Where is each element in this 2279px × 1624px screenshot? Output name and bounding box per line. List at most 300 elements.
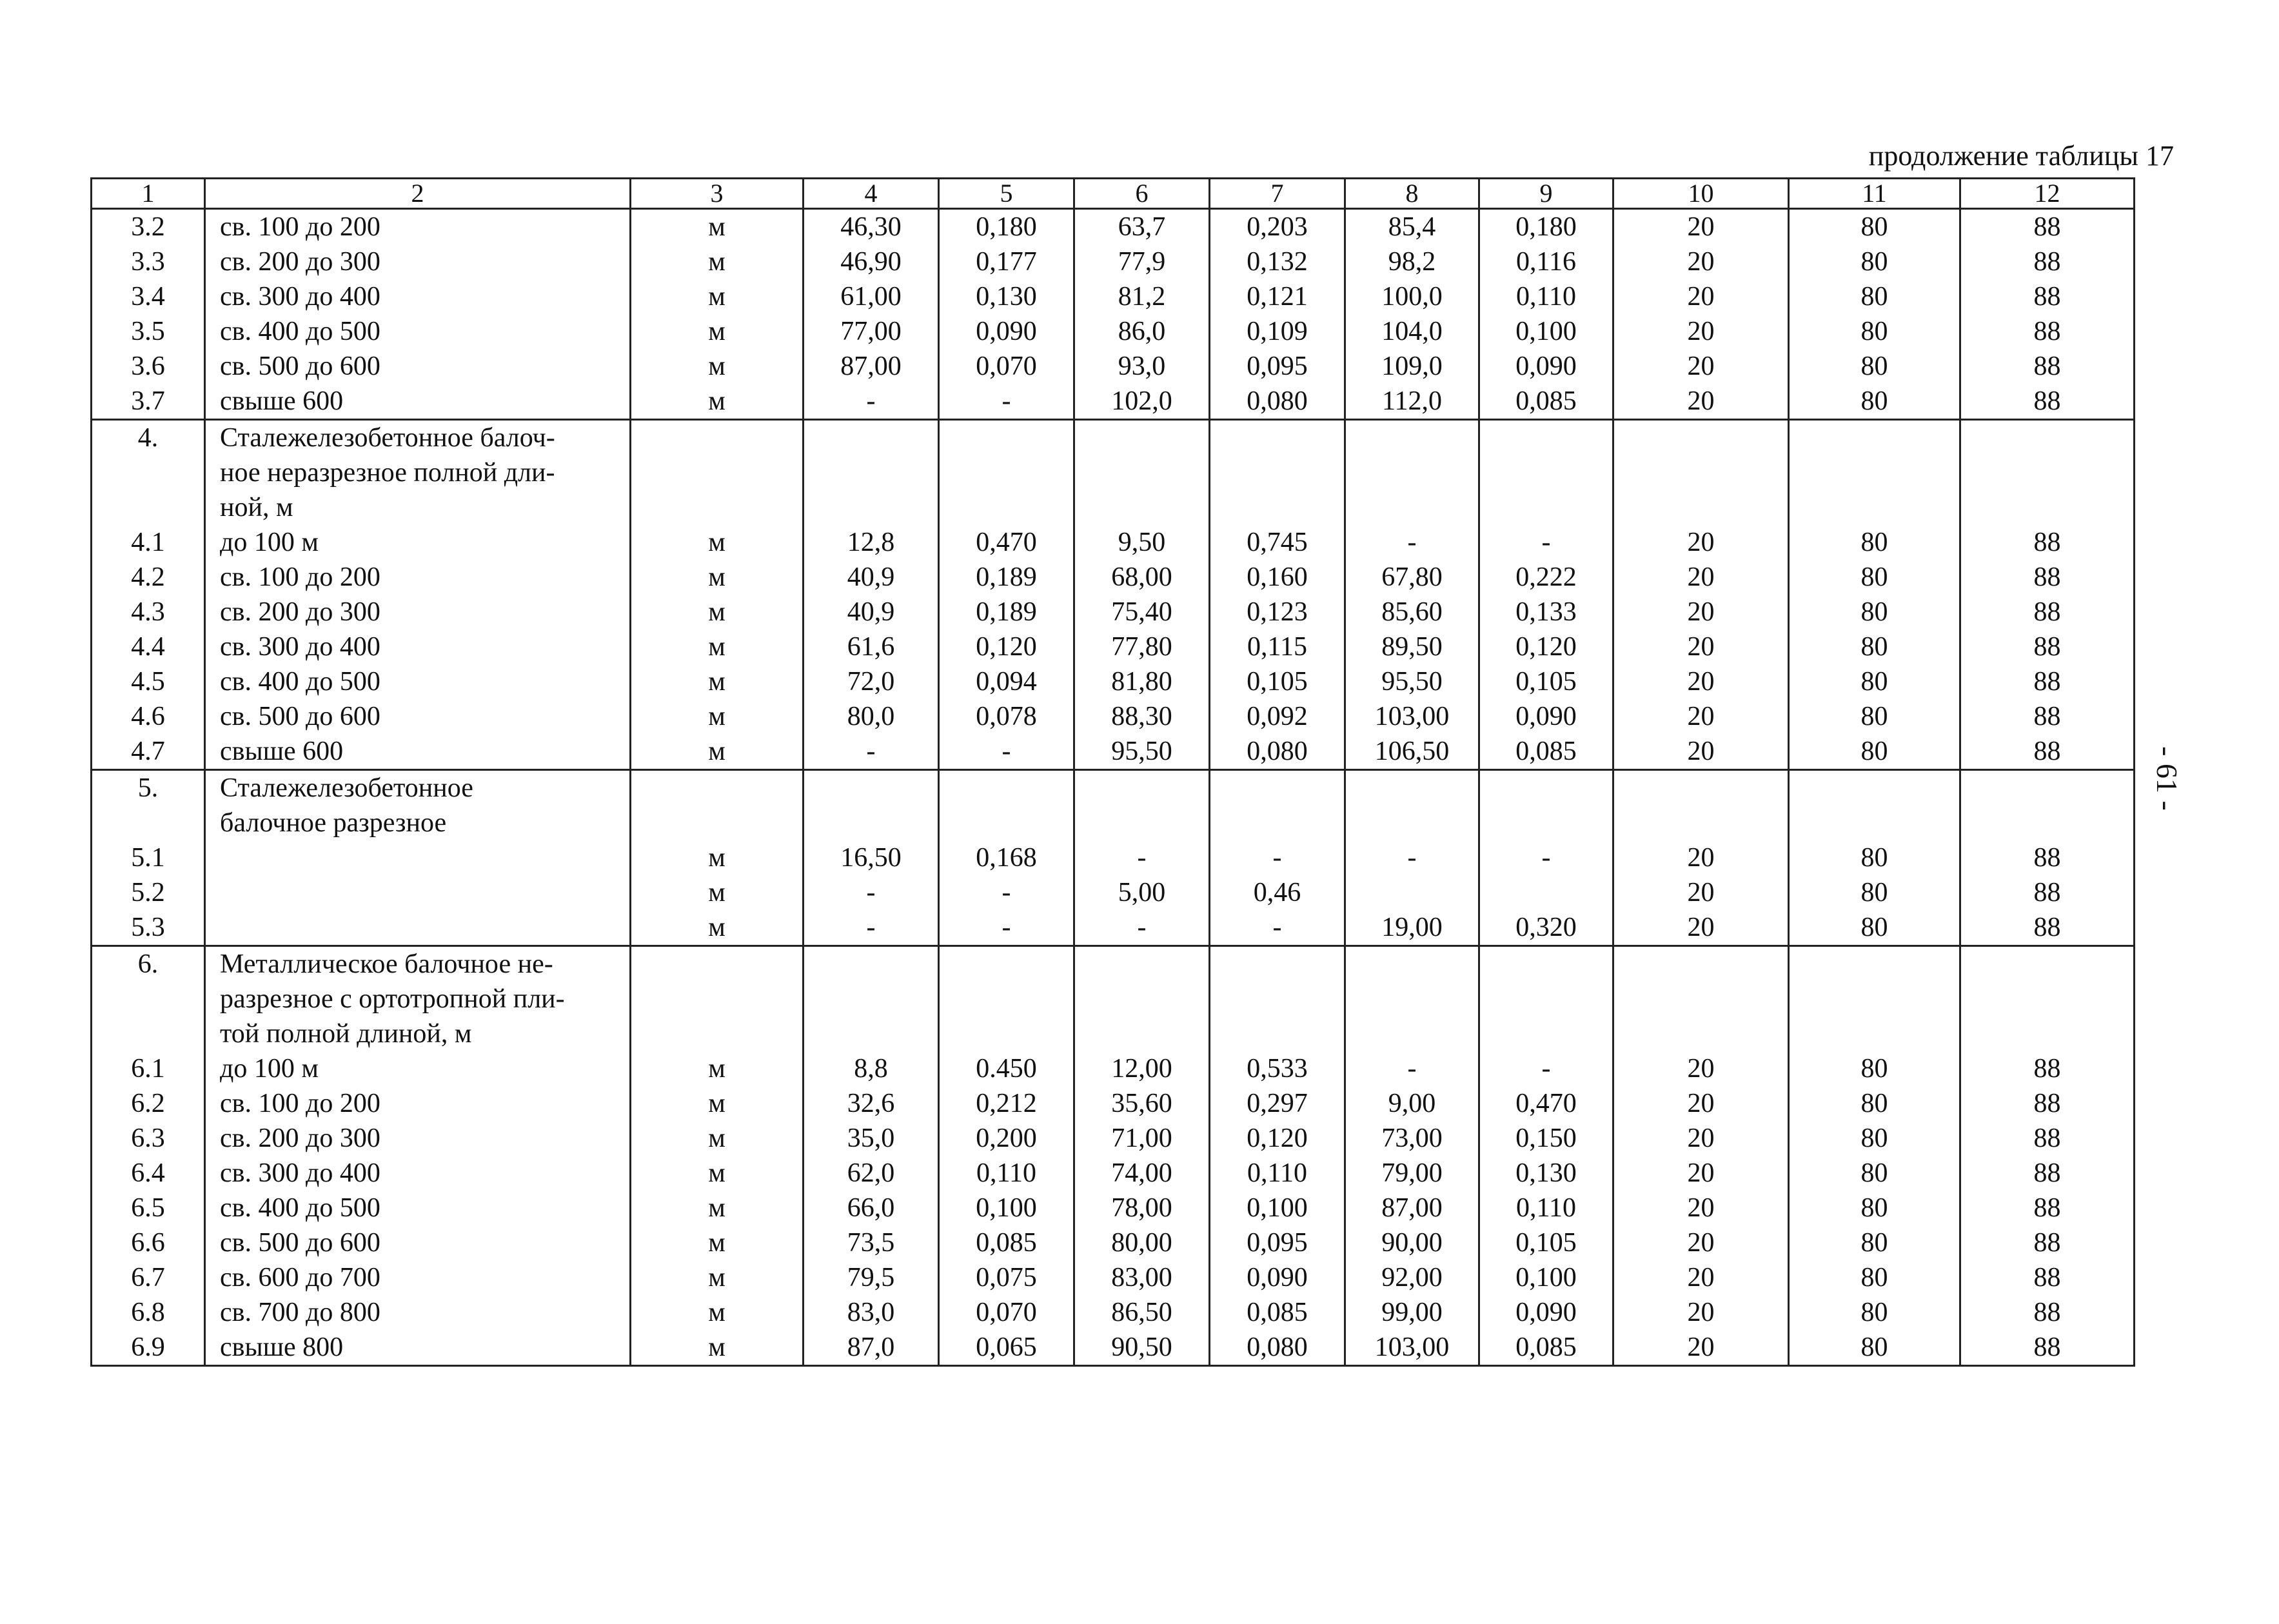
value-cell: 72,0: [804, 664, 939, 699]
row-number-cell: 3.3: [92, 244, 205, 279]
value-cell: 20: [1613, 664, 1789, 699]
value-cell: 0,090: [1479, 1295, 1613, 1330]
value-cell: [1960, 490, 2135, 525]
column-header: 2: [205, 179, 631, 209]
value-cell: -: [1479, 840, 1613, 875]
unit-cell: [631, 420, 804, 456]
value-cell: 0,090: [1479, 699, 1613, 734]
value-cell: 86,50: [1074, 1295, 1210, 1330]
value-cell: [1613, 770, 1789, 806]
description-cell: ной, м: [205, 490, 631, 525]
unit-cell: [631, 770, 804, 806]
value-cell: 88: [1960, 664, 2135, 699]
value-cell: 80: [1789, 595, 1960, 629]
value-cell: 8,8: [804, 1051, 939, 1086]
unit-cell: м: [631, 699, 804, 734]
value-cell: [1479, 982, 1613, 1016]
value-cell: 0,470: [939, 525, 1074, 560]
value-cell: 88: [1960, 1156, 2135, 1191]
description-cell: св. 300 до 400: [205, 1156, 631, 1191]
value-cell: 80,0: [804, 699, 939, 734]
value-cell: 0,105: [1479, 1225, 1613, 1260]
value-cell: 88: [1960, 244, 2135, 279]
value-cell: 0,080: [1210, 1330, 1345, 1366]
value-cell: -: [1479, 1051, 1613, 1086]
value-cell: 88: [1960, 525, 2135, 560]
unit-cell: м: [631, 875, 804, 910]
row-number-cell: 4.6: [92, 699, 205, 734]
row-number-cell: 5.: [92, 770, 205, 806]
value-cell: 80: [1789, 1156, 1960, 1191]
value-cell: [804, 420, 939, 456]
row-number-cell: 4.7: [92, 734, 205, 770]
value-cell: 89,50: [1345, 629, 1479, 664]
value-cell: 20: [1613, 349, 1789, 384]
description-cell: разрезное с ортотропной пли-: [205, 982, 631, 1016]
value-cell: 88: [1960, 279, 2135, 314]
value-cell: 77,9: [1074, 244, 1210, 279]
value-cell: 0,100: [1479, 314, 1613, 349]
unit-cell: м: [631, 244, 804, 279]
table-caption: продолжение таблицы 17: [1868, 140, 2174, 172]
description-cell: св. 500 до 600: [205, 699, 631, 734]
value-cell: [1074, 770, 1210, 806]
unit-cell: м: [631, 1295, 804, 1330]
value-cell: [1960, 770, 2135, 806]
value-cell: -: [1345, 525, 1479, 560]
value-cell: 80: [1789, 560, 1960, 595]
value-cell: 0,080: [1210, 384, 1345, 420]
value-cell: [1074, 946, 1210, 982]
value-cell: [939, 806, 1074, 840]
value-cell: 20: [1613, 595, 1789, 629]
value-cell: [1789, 1016, 1960, 1051]
description-cell: Сталежелезобетонное: [205, 770, 631, 806]
description-cell: св. 200 до 300: [205, 595, 631, 629]
description-cell: до 100 м: [205, 1051, 631, 1086]
description-cell: св. 100 до 200: [205, 1086, 631, 1121]
row-number-cell: 6.4: [92, 1156, 205, 1191]
value-cell: 0,075: [939, 1260, 1074, 1295]
unit-cell: м: [631, 1051, 804, 1086]
value-cell: 98,2: [1345, 244, 1479, 279]
value-cell: 0,130: [1479, 1156, 1613, 1191]
row-number-cell: [92, 982, 205, 1016]
value-cell: [1789, 455, 1960, 490]
row-number-cell: 6.8: [92, 1295, 205, 1330]
description-cell: св. 400 до 500: [205, 664, 631, 699]
value-cell: 0,177: [939, 244, 1074, 279]
unit-cell: [631, 982, 804, 1016]
row-number-cell: 3.7: [92, 384, 205, 420]
description-cell: той полной длиной, м: [205, 1016, 631, 1051]
value-cell: 81,2: [1074, 279, 1210, 314]
table-row: [92, 806, 2135, 840]
row-number-cell: [92, 455, 205, 490]
value-cell: 0,065: [939, 1330, 1074, 1366]
row-number-cell: 4.3: [92, 595, 205, 629]
value-cell: 0,105: [1479, 664, 1613, 699]
value-cell: [1074, 490, 1210, 525]
value-cell: [1613, 982, 1789, 1016]
value-cell: 0,100: [1210, 1191, 1345, 1225]
unit-cell: м: [631, 314, 804, 349]
description-cell: св. 700 до 800: [205, 1295, 631, 1330]
value-cell: 0,121: [1210, 279, 1345, 314]
value-cell: 0,320: [1479, 910, 1613, 946]
table-body: [92, 209, 2135, 1366]
value-cell: [939, 946, 1074, 982]
value-cell: 99,00: [1345, 1295, 1479, 1330]
value-cell: [1345, 490, 1479, 525]
description-cell: [205, 910, 631, 946]
value-cell: [1613, 806, 1789, 840]
value-cell: 0,100: [939, 1191, 1074, 1225]
value-cell: [1960, 946, 2135, 982]
table-row: [92, 420, 2135, 456]
table-row: [92, 455, 2135, 490]
unit-cell: м: [631, 560, 804, 595]
value-cell: 20: [1613, 1086, 1789, 1121]
value-cell: 80: [1789, 875, 1960, 910]
value-cell: 19,00: [1345, 910, 1479, 946]
table-row: [92, 664, 2135, 699]
description-cell: Сталежелезобетонное балоч-: [205, 420, 631, 456]
table-row: [92, 629, 2135, 664]
value-cell: 0,123: [1210, 595, 1345, 629]
value-cell: 103,00: [1345, 699, 1479, 734]
value-cell: 0,120: [939, 629, 1074, 664]
value-cell: [1479, 490, 1613, 525]
value-cell: 80: [1789, 1086, 1960, 1121]
table-row: [92, 1156, 2135, 1191]
table-row: [92, 910, 2135, 946]
unit-cell: [631, 455, 804, 490]
value-cell: 0,110: [939, 1156, 1074, 1191]
value-cell: [939, 770, 1074, 806]
value-cell: 20: [1613, 560, 1789, 595]
table-row: [92, 770, 2135, 806]
table-row: [92, 734, 2135, 770]
value-cell: [1074, 982, 1210, 1016]
value-cell: 0,46: [1210, 875, 1345, 910]
description-cell: свыше 800: [205, 1330, 631, 1366]
value-cell: 80: [1789, 734, 1960, 770]
value-cell: 20: [1613, 734, 1789, 770]
row-number-cell: 4.4: [92, 629, 205, 664]
value-cell: 0,150: [1479, 1121, 1613, 1156]
value-cell: [804, 770, 939, 806]
table-row: [92, 384, 2135, 420]
value-cell: 0,110: [1210, 1156, 1345, 1191]
value-cell: [804, 1016, 939, 1051]
value-cell: 20: [1613, 1225, 1789, 1260]
value-cell: 104,0: [1345, 314, 1479, 349]
column-header: 3: [631, 179, 804, 209]
column-header: 7: [1210, 179, 1345, 209]
value-cell: 80: [1789, 629, 1960, 664]
value-cell: 0,297: [1210, 1086, 1345, 1121]
value-cell: 80: [1789, 664, 1960, 699]
value-cell: 0,095: [1210, 1225, 1345, 1260]
value-cell: 20: [1613, 1156, 1789, 1191]
value-cell: 78,00: [1074, 1191, 1210, 1225]
value-cell: [1210, 490, 1345, 525]
description-cell: свыше 600: [205, 734, 631, 770]
value-cell: 88: [1960, 699, 2135, 734]
value-cell: 88: [1960, 1260, 2135, 1295]
value-cell: -: [1345, 840, 1479, 875]
value-cell: 0,085: [1479, 384, 1613, 420]
value-cell: 88: [1960, 1295, 2135, 1330]
value-cell: 0,212: [939, 1086, 1074, 1121]
value-cell: 0,092: [1210, 699, 1345, 734]
value-cell: 0,745: [1210, 525, 1345, 560]
value-cell: 0,132: [1210, 244, 1345, 279]
value-cell: 67,80: [1345, 560, 1479, 595]
row-number-cell: 4.: [92, 420, 205, 456]
unit-cell: м: [631, 1225, 804, 1260]
value-cell: -: [804, 910, 939, 946]
value-cell: 88: [1960, 1330, 2135, 1366]
column-header: 8: [1345, 179, 1479, 209]
value-cell: 0,094: [939, 664, 1074, 699]
value-cell: 9,00: [1345, 1086, 1479, 1121]
value-cell: [1210, 982, 1345, 1016]
value-cell: 20: [1613, 384, 1789, 420]
value-cell: 88: [1960, 314, 2135, 349]
value-cell: [1479, 875, 1613, 910]
value-cell: 0.450: [939, 1051, 1074, 1086]
value-cell: [1210, 455, 1345, 490]
value-cell: 93,0: [1074, 349, 1210, 384]
row-number-cell: 5.3: [92, 910, 205, 946]
value-cell: [1074, 420, 1210, 456]
value-cell: 80: [1789, 1121, 1960, 1156]
value-cell: [804, 455, 939, 490]
value-cell: 85,4: [1345, 209, 1479, 245]
table-row: [92, 1330, 2135, 1366]
value-cell: -: [939, 384, 1074, 420]
value-cell: 0,130: [939, 279, 1074, 314]
value-cell: [1479, 420, 1613, 456]
value-cell: [1074, 1016, 1210, 1051]
value-cell: -: [804, 875, 939, 910]
table-row: [92, 279, 2135, 314]
value-cell: 20: [1613, 209, 1789, 245]
value-cell: 71,00: [1074, 1121, 1210, 1156]
value-cell: 20: [1613, 840, 1789, 875]
value-cell: 20: [1613, 629, 1789, 664]
page-number: - 61 -: [2151, 746, 2184, 811]
value-cell: [804, 490, 939, 525]
value-cell: [1613, 455, 1789, 490]
row-number-cell: 3.5: [92, 314, 205, 349]
value-cell: 0,090: [1210, 1260, 1345, 1295]
value-cell: -: [939, 734, 1074, 770]
value-cell: 9,50: [1074, 525, 1210, 560]
table-row: [92, 490, 2135, 525]
value-cell: [1345, 1016, 1479, 1051]
value-cell: [1479, 946, 1613, 982]
row-number-cell: 6.6: [92, 1225, 205, 1260]
value-cell: 87,00: [804, 349, 939, 384]
value-cell: 90,00: [1345, 1225, 1479, 1260]
unit-cell: [631, 806, 804, 840]
value-cell: [1479, 455, 1613, 490]
value-cell: 0,133: [1479, 595, 1613, 629]
value-cell: 0,168: [939, 840, 1074, 875]
unit-cell: [631, 1016, 804, 1051]
value-cell: [1960, 455, 2135, 490]
value-cell: 80: [1789, 525, 1960, 560]
value-cell: [1345, 806, 1479, 840]
value-cell: 0,100: [1479, 1260, 1613, 1295]
value-cell: [804, 806, 939, 840]
row-number-cell: [92, 1016, 205, 1051]
value-cell: 80: [1789, 699, 1960, 734]
table-row: [92, 595, 2135, 629]
value-cell: 73,5: [804, 1225, 939, 1260]
value-cell: 0,105: [1210, 664, 1345, 699]
value-cell: 20: [1613, 699, 1789, 734]
description-cell: св. 500 до 600: [205, 349, 631, 384]
table-row: [92, 1260, 2135, 1295]
header-row: [92, 179, 2135, 209]
description-cell: св. 300 до 400: [205, 629, 631, 664]
value-cell: 74,00: [1074, 1156, 1210, 1191]
value-cell: 20: [1613, 910, 1789, 946]
row-number-cell: 5.2: [92, 875, 205, 910]
value-cell: 77,00: [804, 314, 939, 349]
value-cell: 88: [1960, 1051, 2135, 1086]
value-cell: 0,180: [1479, 209, 1613, 245]
data-table: [90, 177, 2135, 1367]
value-cell: [1960, 1016, 2135, 1051]
value-cell: 80,00: [1074, 1225, 1210, 1260]
unit-cell: [631, 946, 804, 982]
value-cell: 88: [1960, 840, 2135, 875]
value-cell: 0,115: [1210, 629, 1345, 664]
value-cell: 0,110: [1479, 279, 1613, 314]
value-cell: 88: [1960, 1121, 2135, 1156]
value-cell: 83,0: [804, 1295, 939, 1330]
column-header: 1: [92, 179, 205, 209]
value-cell: [1960, 806, 2135, 840]
unit-cell: м: [631, 1086, 804, 1121]
value-cell: -: [1479, 525, 1613, 560]
column-header: 6: [1074, 179, 1210, 209]
value-cell: 80: [1789, 910, 1960, 946]
unit-cell: м: [631, 664, 804, 699]
value-cell: 106,50: [1345, 734, 1479, 770]
value-cell: 35,0: [804, 1121, 939, 1156]
unit-cell: м: [631, 279, 804, 314]
value-cell: [939, 490, 1074, 525]
value-cell: 0,080: [1210, 734, 1345, 770]
value-cell: 20: [1613, 314, 1789, 349]
value-cell: 32,6: [804, 1086, 939, 1121]
value-cell: [1345, 946, 1479, 982]
value-cell: [1613, 420, 1789, 456]
value-cell: 0,110: [1479, 1191, 1613, 1225]
table-row: [92, 314, 2135, 349]
table-row: [92, 1295, 2135, 1330]
value-cell: 0,470: [1479, 1086, 1613, 1121]
value-cell: -: [939, 875, 1074, 910]
value-cell: [939, 455, 1074, 490]
description-cell: св. 200 до 300: [205, 244, 631, 279]
value-cell: 80: [1789, 279, 1960, 314]
value-cell: 88: [1960, 875, 2135, 910]
table-row: [92, 560, 2135, 595]
value-cell: 35,60: [1074, 1086, 1210, 1121]
value-cell: 80: [1789, 1051, 1960, 1086]
column-header: 10: [1613, 179, 1789, 209]
value-cell: -: [804, 734, 939, 770]
value-cell: 20: [1613, 1121, 1789, 1156]
unit-cell: м: [631, 209, 804, 245]
value-cell: 0,189: [939, 595, 1074, 629]
row-number-cell: 6.2: [92, 1086, 205, 1121]
row-number-cell: [92, 490, 205, 525]
value-cell: -: [1074, 910, 1210, 946]
value-cell: [1613, 946, 1789, 982]
value-cell: 0,085: [1479, 1330, 1613, 1366]
value-cell: 102,0: [1074, 384, 1210, 420]
value-cell: 0,085: [939, 1225, 1074, 1260]
description-cell: св. 400 до 500: [205, 1191, 631, 1225]
table-row: [92, 840, 2135, 875]
value-cell: 87,00: [1345, 1191, 1479, 1225]
value-cell: [804, 982, 939, 1016]
value-cell: 20: [1613, 1330, 1789, 1366]
value-cell: 80: [1789, 314, 1960, 349]
description-cell: св. 500 до 600: [205, 1225, 631, 1260]
value-cell: 80: [1789, 840, 1960, 875]
row-number-cell: 4.5: [92, 664, 205, 699]
value-cell: 80: [1789, 209, 1960, 245]
description-cell: св. 100 до 200: [205, 560, 631, 595]
unit-cell: м: [631, 734, 804, 770]
value-cell: 20: [1613, 875, 1789, 910]
table-row: [92, 244, 2135, 279]
value-cell: 95,50: [1345, 664, 1479, 699]
value-cell: [1479, 806, 1613, 840]
row-number-cell: 4.2: [92, 560, 205, 595]
value-cell: 100,0: [1345, 279, 1479, 314]
value-cell: 87,0: [804, 1330, 939, 1366]
row-number-cell: 3.2: [92, 209, 205, 245]
value-cell: 80: [1789, 1295, 1960, 1330]
column-header: 4: [804, 179, 939, 209]
description-cell: ное неразрезное полной дли-: [205, 455, 631, 490]
value-cell: 20: [1613, 1295, 1789, 1330]
value-cell: [1074, 455, 1210, 490]
value-cell: 73,00: [1345, 1121, 1479, 1156]
row-number-cell: 6.9: [92, 1330, 205, 1366]
value-cell: 79,00: [1345, 1156, 1479, 1191]
value-cell: 0,120: [1479, 629, 1613, 664]
value-cell: [1960, 982, 2135, 1016]
unit-cell: м: [631, 1330, 804, 1366]
description-cell: св. 300 до 400: [205, 279, 631, 314]
description-cell: до 100 м: [205, 525, 631, 560]
value-cell: [1789, 490, 1960, 525]
value-cell: [1789, 770, 1960, 806]
value-cell: [1479, 1016, 1613, 1051]
value-cell: 0,533: [1210, 1051, 1345, 1086]
